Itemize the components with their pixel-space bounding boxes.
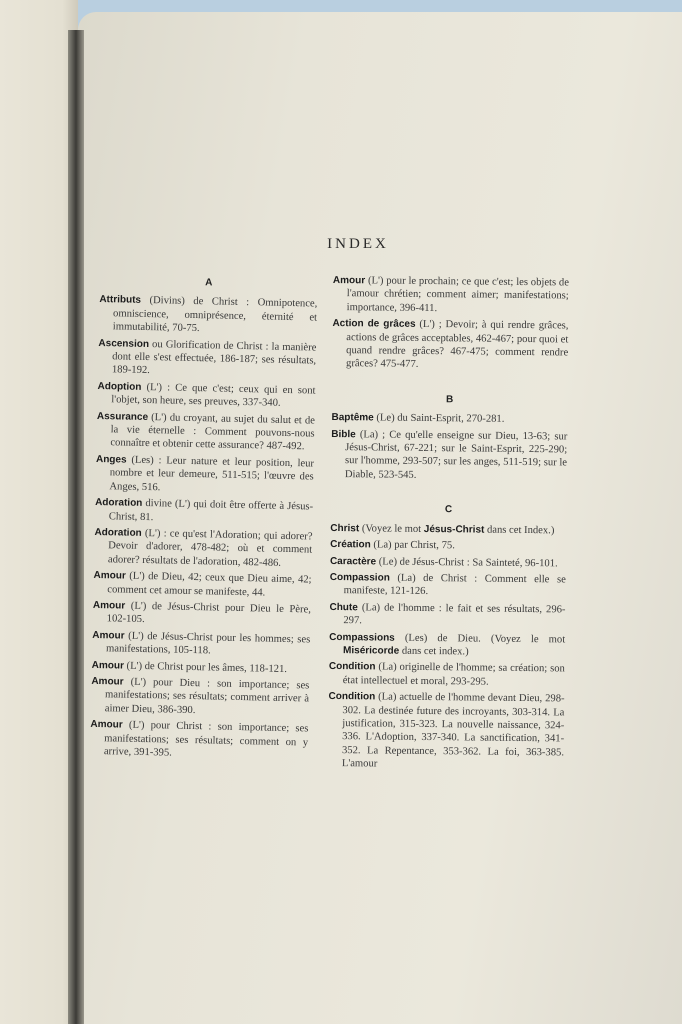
entry-text: (L') de Christ pour les âmes, 118-121. bbox=[126, 660, 288, 675]
entry-text: (L') pour le prochain; ce que c'est; les objets de l'amour chrétien; comment aimer; manifestations; importance, 396-411. bbox=[346, 275, 569, 314]
entry-text: (L') pour Dieu : son importance; ses manifestations; ses résultats; comment arriver à aimer Dieu, 386-390. bbox=[104, 676, 310, 716]
entry-text: (Le) de Jésus-Christ : Sa Sainteté, 96-101. bbox=[378, 555, 558, 569]
index-entry bbox=[330, 522, 566, 538]
entry-crossref: Jésus-Christ bbox=[423, 523, 485, 536]
entry-head: Amour bbox=[91, 675, 124, 688]
entry-head: Baptême bbox=[331, 412, 374, 424]
page-title: INDEX bbox=[327, 236, 389, 252]
entry-text: (Voyez le mot bbox=[361, 523, 422, 535]
entry-head: Ascension bbox=[98, 337, 150, 350]
index-entry bbox=[98, 337, 317, 382]
entry-text: (La) originelle de l'homme; sa création; son état intellectuel et moral, 293-295. bbox=[342, 661, 565, 688]
index-entry bbox=[94, 526, 313, 571]
entry-head: Action de grâces bbox=[332, 318, 416, 331]
index-entry bbox=[97, 380, 316, 411]
entry-text: (Les) : Leur nature et leur position, leur nombre et leur demeure, 511-515; l'œuvre des Anges, 516. bbox=[109, 454, 315, 493]
index-entry bbox=[330, 538, 566, 554]
entry-head: Condition bbox=[328, 661, 376, 673]
entry-text: (L') de Dieu, 42; ceux que Dieu aime, 42; comment cet amour se manifeste, 44. bbox=[107, 570, 312, 599]
index-entry bbox=[96, 410, 315, 455]
entry-head: Amour bbox=[92, 629, 125, 642]
entry-head: Amour bbox=[93, 570, 126, 582]
entry-text: (L') ; Devoir; à qui rendre grâces, actions de grâces acceptables, 462-467; pour quoi et quand rendre grâces? 467-475; comment rendre grâces? 475-477. bbox=[345, 319, 569, 371]
index-entry bbox=[330, 554, 566, 570]
entry-head: Christ bbox=[330, 522, 360, 534]
index-entry bbox=[332, 317, 569, 373]
section-letter-a: A bbox=[205, 277, 213, 289]
index-entry bbox=[333, 274, 569, 317]
entry-text: (L') de Jésus-Christ pour Dieu le Père, 102-105. bbox=[106, 600, 312, 626]
index-entry bbox=[329, 631, 565, 660]
entry-text: (L') : Ce que c'est; ceux qui en sont l'objet, son heure, ses preuves, 337-340. bbox=[111, 381, 316, 410]
entry-text: (Le) du Saint-Esprit, 270-281. bbox=[376, 412, 505, 426]
entry-head: Amour bbox=[92, 599, 126, 612]
index-entry bbox=[92, 658, 310, 676]
entry-head: Caractère bbox=[329, 555, 377, 567]
section-letter-c: C bbox=[444, 504, 453, 516]
section-letter-b: B bbox=[446, 394, 454, 406]
entries-b bbox=[331, 411, 568, 483]
index-entry bbox=[95, 496, 314, 527]
entry-head: Assurance bbox=[96, 410, 149, 423]
entry-text: (La) de l'homme : le fait et ses résultats, 296-297. bbox=[343, 602, 566, 627]
entry-head: Anges bbox=[95, 453, 127, 466]
index-entry bbox=[99, 293, 318, 338]
entry-text: ou Glorification de Christ : la manière dont elle s'est effectuée, 186-187; ses résultats, 189-192. bbox=[111, 338, 317, 377]
left-page bbox=[0, 0, 78, 1024]
book-gutter bbox=[68, 30, 84, 1024]
entry-crossref: Miséricorde bbox=[342, 645, 400, 657]
index-entry bbox=[330, 571, 566, 600]
entry-text: (L') : ce qu'est l'Adoration; qui adorer? Devoir d'adorer, 478-482; où et comment adorer? résultats de l'adoration, 482-486. bbox=[107, 527, 313, 569]
entry-text: (L') du croyant, au sujet du salut et de la vie éternelle : Comment pouvons-nous connaître et obtenir cette assurance? 487-492. bbox=[110, 411, 316, 453]
entry-head: Compassion bbox=[329, 571, 390, 584]
entry-text: (L') pour Christ : son importance; ses manifestations; ses résultats; comment on y arrive, 391-395. bbox=[103, 719, 309, 759]
index-entry bbox=[92, 629, 311, 660]
index-entry bbox=[331, 428, 568, 484]
entry-text: (La) de Christ : Comment elle se manifeste, 121-126. bbox=[343, 572, 566, 598]
index-column-right bbox=[328, 274, 569, 776]
index-entry bbox=[93, 599, 312, 630]
entry-text: divine (L') qui doit être offerte à Jésus-Christ, 81. bbox=[108, 498, 314, 523]
entry-text: (L') de Jésus-Christ pour les hommes; ses manifestations, 105-118. bbox=[105, 630, 311, 657]
entry-head: Création bbox=[330, 539, 371, 551]
entry-text-end: dans cet Index.) bbox=[486, 524, 555, 537]
entry-head: Adoration bbox=[95, 497, 143, 510]
index-entry bbox=[328, 690, 565, 773]
entry-head: Chute bbox=[329, 601, 358, 613]
index-entry bbox=[91, 675, 310, 720]
entry-head: Amour bbox=[91, 659, 125, 672]
entry-head: Compassions bbox=[329, 631, 395, 644]
entry-head: Bible bbox=[331, 428, 356, 440]
index-entry bbox=[90, 718, 309, 763]
index-entry bbox=[329, 660, 565, 689]
entry-text: (La) ; Ce qu'elle enseigne sur Dieu, 13-63; sur Jésus-Christ, 67-221; sur le Saint-Esprit, 225-290; sur l'homme, 293-507; sur les anges, 511-519; sur le Diable, 523-545. bbox=[344, 428, 568, 481]
entries-c bbox=[328, 522, 567, 773]
entry-text: (Divins) de Christ : Omnipotence, omniscience, omniprésence, éternité et immutabilité, 70-75. bbox=[112, 295, 318, 335]
entry-head: Condition bbox=[328, 691, 376, 703]
entry-head: Amour bbox=[90, 719, 123, 731]
index-entry bbox=[329, 601, 565, 630]
entry-head: Attributs bbox=[99, 294, 142, 307]
index-entry bbox=[95, 453, 314, 498]
entry-text: (Les) de Dieu. (Voyez le mot bbox=[404, 632, 566, 645]
index-entry bbox=[93, 569, 312, 600]
index-column-left bbox=[90, 270, 318, 766]
entry-head: Adoration bbox=[94, 526, 142, 539]
entries-a-right bbox=[332, 274, 569, 373]
entry-head: Amour bbox=[332, 274, 366, 287]
entry-text: (La) par Christ, 75. bbox=[373, 539, 455, 552]
index-entry bbox=[331, 411, 567, 427]
entry-head: Adoption bbox=[97, 380, 142, 393]
entries-a-left bbox=[90, 293, 318, 762]
entry-text-end: dans cet index.) bbox=[401, 645, 469, 658]
entry-text: (La) actuelle de l'homme devant Dieu, 298-302. La destinée future des incroyants, 303-314. La justification, 315-323. La nouvelle naissance, 324-336. L'Adoption, 337-340. La sanctification, 341-352. La Repentance, 353-362. La foi, 363-385. L'amour bbox=[341, 691, 565, 770]
